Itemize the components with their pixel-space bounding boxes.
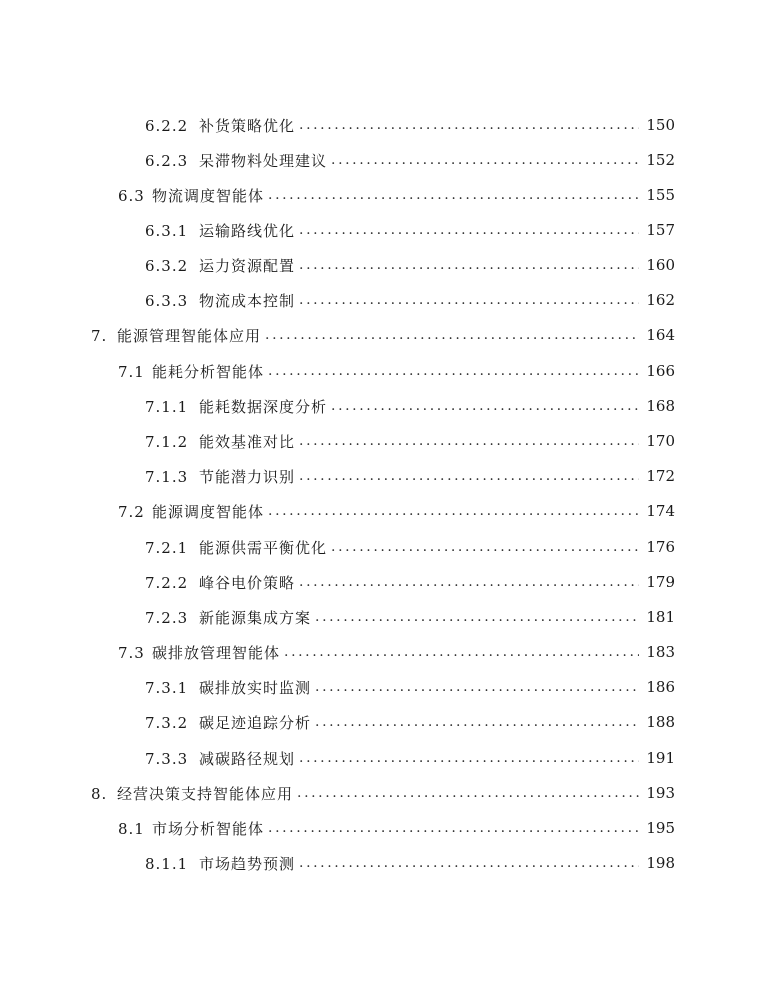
toc-dot-leader [299,574,639,590]
toc-entry[interactable] [145,570,675,594]
toc-entry-page: 164 [646,326,675,344]
toc-entry-page: 191 [646,749,675,767]
toc-entry-title: 新能源集成方案 [199,608,312,627]
toc-dot-leader [284,644,639,660]
toc-dot-leader [268,503,639,519]
toc-entry-page: 181 [646,608,675,626]
toc-entry-number: 7.2.3 [145,608,189,627]
toc-entry-page: 162 [646,291,675,309]
toc-dot-leader [315,609,639,625]
toc-entry-number: 7.3.1 [145,678,189,697]
toc-entry-title: 能效基准对比 [199,432,296,451]
toc-entry-page: 157 [646,221,675,239]
toc-entry[interactable] [145,253,675,277]
toc-entry-page: 150 [646,116,675,134]
toc-dot-leader [268,187,639,203]
toc-dot-leader [297,785,639,801]
toc-entry-title: 运输路线优化 [199,221,296,240]
toc-entry[interactable] [145,535,675,559]
toc-entry[interactable] [118,183,675,207]
toc-entry-number: 6.3.2 [145,256,189,275]
toc-entry-title: 市场分析智能体 [152,819,265,838]
toc-entry-number: 6.2.2 [145,116,189,135]
toc-entry-number: 7.2 [118,502,145,521]
toc-dot-leader [299,750,639,766]
toc-entry-page: 188 [646,713,675,731]
toc-entry-title: 能耗分析智能体 [152,362,265,381]
toc-entry-page: 193 [646,784,675,802]
toc-entry-page: 172 [646,467,675,485]
toc-dot-leader [299,433,639,449]
toc-dot-leader [331,539,639,555]
toc-entry[interactable] [145,218,675,242]
toc-entry[interactable] [145,113,675,137]
toc-entry-page: 152 [646,151,675,169]
toc-entry-title: 市场趋势预测 [199,854,296,873]
toc-entry-page: 166 [646,362,675,380]
toc-entry-number: 7.2.1 [145,538,189,557]
toc-dot-leader [299,855,639,871]
toc-dot-leader [315,679,639,695]
toc-dot-leader [331,398,639,414]
toc-entry-title: 能源供需平衡优化 [199,538,328,557]
toc-entry[interactable] [118,499,675,523]
toc-entry[interactable] [118,816,675,840]
toc-dot-leader [268,363,639,379]
toc-entry-title: 呆滞物料处理建议 [199,151,328,170]
toc-entry-number: 8. [91,784,108,803]
toc-dot-leader [315,714,639,730]
toc-entry-number: 7.1.3 [145,467,189,486]
toc-entry-number: 7.2.2 [145,573,189,592]
toc-entry-title: 碳排放实时监测 [199,678,312,697]
toc-entry-title: 减碳路径规划 [199,749,296,768]
toc-entry-number: 7.3 [118,643,145,662]
toc-dot-leader [299,292,639,308]
toc-entry[interactable] [91,781,675,805]
toc-entry-page: 168 [646,397,675,415]
toc-entry-number: 7.1 [118,362,145,381]
toc-entry-title: 物流成本控制 [199,291,296,310]
toc-entry[interactable] [118,640,675,664]
toc-entry-title: 能源调度智能体 [152,502,265,521]
toc-entry[interactable] [91,323,675,347]
toc-entry-title: 节能潜力识别 [199,467,296,486]
toc-entry[interactable] [118,359,675,383]
toc-entry-page: 183 [646,643,675,661]
toc-entry[interactable] [145,710,675,734]
toc-entry-title: 能耗数据深度分析 [199,397,328,416]
toc-entry-number: 8.1.1 [145,854,189,873]
toc-entry-title: 能源管理智能体应用 [117,326,262,345]
toc-entry-page: 174 [646,502,675,520]
toc-entry-title: 物流调度智能体 [152,186,265,205]
toc-entry-number: 6.3.1 [145,221,189,240]
toc-dot-leader [268,820,639,836]
toc-entry-page: 170 [646,432,675,450]
toc-dot-leader [299,257,639,273]
toc-entry-page: 160 [646,256,675,274]
toc-entry-number: 6.3 [118,186,145,205]
toc-entry-number: 6.2.3 [145,151,189,170]
toc-dot-leader [299,222,639,238]
toc-entry[interactable] [145,394,675,418]
toc-entry-title: 碳足迹追踪分析 [199,713,312,732]
toc-entry[interactable] [145,429,675,453]
toc-entry[interactable] [145,464,675,488]
toc-dot-leader [265,327,639,343]
toc-dot-leader [331,152,639,168]
toc-entry[interactable] [145,746,675,770]
toc-entry[interactable] [145,851,675,875]
toc-entry-number: 6.3.3 [145,291,189,310]
toc-dot-leader [299,468,639,484]
toc-entry[interactable] [145,288,675,312]
toc-entry-title: 碳排放管理智能体 [152,643,281,662]
toc-entry-page: 155 [646,186,675,204]
toc-entry-page: 179 [646,573,675,591]
toc-entry[interactable] [145,148,675,172]
toc-entry-page: 186 [646,678,675,696]
toc-entry-number: 7.3.3 [145,749,189,768]
toc-entry-number: 8.1 [118,819,145,838]
toc-entry-page: 198 [646,854,675,872]
toc-entry-title: 运力资源配置 [199,256,296,275]
toc-entry-title: 经营决策支持智能体应用 [117,784,294,803]
toc-entry-page: 176 [646,538,675,556]
toc-entry-number: 7. [91,326,108,345]
toc-entry[interactable] [145,675,675,699]
toc-entry-number: 7.1.2 [145,432,189,451]
toc-entry[interactable] [145,605,675,629]
toc-entry-title: 峰谷电价策略 [199,573,296,592]
toc-entry-page: 195 [646,819,675,837]
toc-entry-title: 补货策略优化 [199,116,296,135]
toc-entry-number: 7.1.1 [145,397,189,416]
toc-dot-leader [299,117,639,133]
toc-entry-number: 7.3.2 [145,713,189,732]
